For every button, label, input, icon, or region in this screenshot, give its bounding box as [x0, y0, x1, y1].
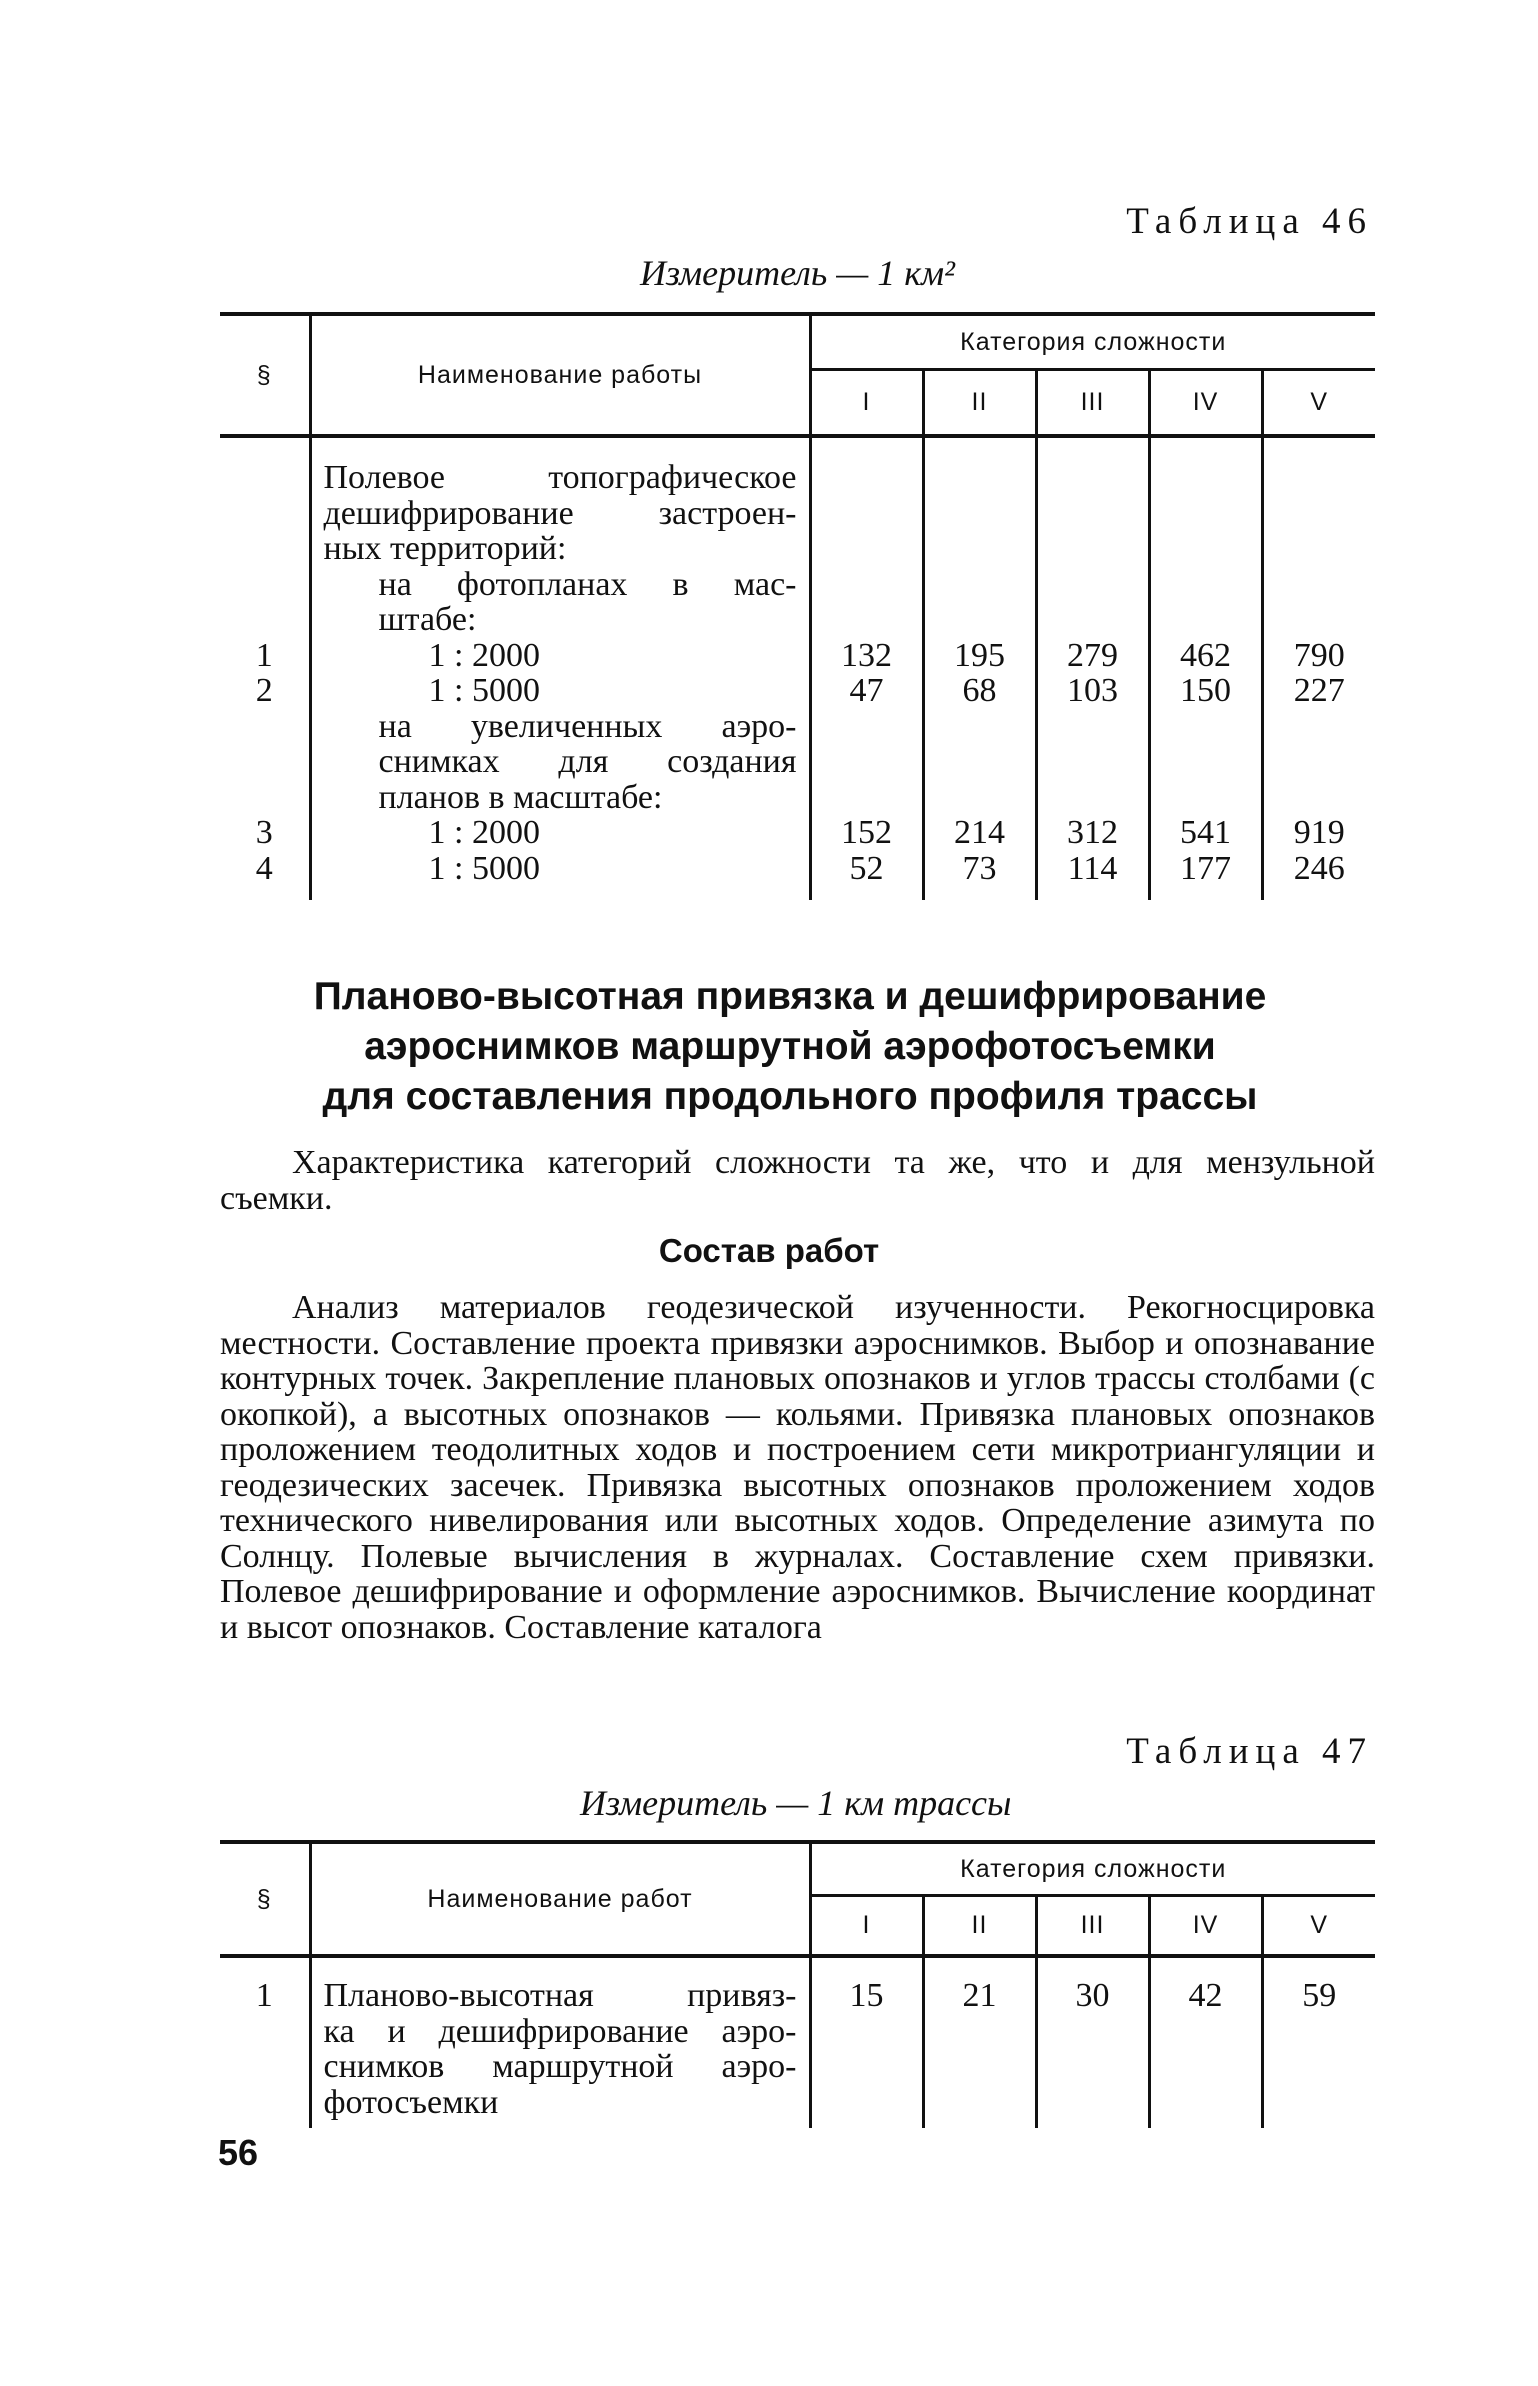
row-value-category-2: [923, 815, 1036, 851]
row-value-category-3: [1036, 638, 1149, 674]
row-value-category-3: [1036, 815, 1149, 851]
row-work-name: [310, 673, 810, 709]
row-value-category-5: [1262, 709, 1375, 816]
row-work-name: [310, 1956, 810, 2128]
row-work-name: [310, 851, 810, 901]
row-value-category-4: [1149, 851, 1262, 901]
row-value-category-4: [1149, 436, 1262, 567]
cell-value: 15: [849, 1977, 884, 2014]
composition-heading: Состав работ: [658, 1232, 880, 1269]
table-row: [220, 436, 1375, 567]
table-46: [220, 312, 1375, 900]
table-47: [220, 1840, 1375, 2128]
section-title-line-3: для составления продольного профиля трассы: [322, 1075, 1258, 1118]
cell-value: 919: [1293, 814, 1345, 851]
table-46-measure: Измеритель — 1 км²: [640, 253, 955, 293]
work-name-line: снимков маршрутной аэро-: [323, 2048, 797, 2085]
cell-value: 177: [1180, 849, 1231, 887]
row-section-number: [220, 436, 310, 567]
work-name-line: ка и дешифрирование аэро-: [323, 2012, 797, 2050]
header-col-4: IV: [1149, 370, 1262, 436]
table-row: [220, 851, 1375, 901]
row-value-category-1: [810, 673, 923, 709]
row-value-category-3: [1036, 673, 1149, 709]
work-name-line: на увеличенных аэро-: [378, 707, 797, 745]
header-col-2: II: [923, 370, 1036, 436]
row-section-number: [220, 709, 310, 816]
row-work-name: [310, 815, 810, 851]
table-row: [220, 673, 1375, 709]
cell-value: 52: [849, 849, 884, 887]
cell-value: 47: [849, 672, 884, 709]
table-47-measure: Измеритель — 1 км трассы: [580, 1783, 1012, 1823]
composition-paragraph: [220, 1290, 1375, 1645]
work-name-line: штабе:: [378, 601, 477, 638]
cell-value: 68: [962, 672, 997, 709]
row-value-category-1: [810, 815, 923, 851]
cell-value: 114: [1067, 849, 1118, 887]
header-col-3: III: [1036, 370, 1149, 436]
row-value-category-3: [1036, 851, 1149, 901]
cell-value: 312: [1067, 814, 1118, 851]
section-title-line-1: Планово-высотная привязка и дешифрирование: [313, 975, 1267, 1018]
table-47-caption: Таблица 47: [1126, 1731, 1373, 1772]
row-value-category-1: [810, 851, 923, 901]
row-value-category-5: [1262, 673, 1375, 709]
cell-value: 103: [1067, 672, 1118, 709]
work-name-line: 1 : 2000: [428, 814, 540, 851]
row-value-category-2: [923, 436, 1036, 567]
row-value-category-4: [1149, 673, 1262, 709]
row-value-category-1: [810, 436, 923, 567]
row-value-category-4: [1149, 815, 1262, 851]
row-work-name: [310, 436, 810, 567]
row-value-category-2: [923, 1956, 1036, 2128]
row-value-category-2: [923, 709, 1036, 816]
row-value-category-4: [1149, 709, 1262, 816]
header-category: Категория сложности: [810, 314, 1375, 370]
composition-text: Анализ материалов геодезической изученности. Рекогносцировка местности. Составление проекта привязки аэроснимков. Выбор и опознавание контурных точек. Закрепление плановых опознаков и углов трассы столбами (с окопкой), а высотных опознаков — кольями. Привязка плановых опознаков проложением теодолитных ходов и построением сети микротриангуляции и геодезических засечек. Привязка высотных опознаков проложением ходов технического нивелирования или высотных ходов. Определение азимута по Солнцу. Полевые вычисления в журналах. Составление схем привязки. Полевое дешифрирование и оформление аэроснимков. Вычисление координат и высот опознаков. Составление каталога: [220, 1289, 1375, 1646]
cell-value: 462: [1180, 636, 1231, 674]
row-value-category-5: [1262, 436, 1375, 567]
row-section-number: 2: [255, 672, 273, 709]
table-row: [220, 815, 1375, 851]
header-col-1: I: [810, 1896, 923, 1956]
work-name-line: 1 : 5000: [428, 672, 540, 709]
row-value-category-2: [923, 567, 1036, 638]
table-row: [220, 567, 1375, 638]
row-value-category-5: [1262, 567, 1375, 638]
row-value-category-4: [1149, 638, 1262, 674]
cell-value: 152: [841, 814, 892, 851]
row-work-name: [310, 709, 810, 816]
row-section-number: 4: [255, 849, 273, 887]
row-value-category-5: [1262, 851, 1375, 901]
row-section-number: 3: [255, 814, 273, 851]
page-number: 56: [218, 2132, 259, 2173]
row-value-category-1: [810, 1956, 923, 2128]
header-section: §: [220, 1842, 310, 1956]
header-category: Категория сложности: [810, 1842, 1375, 1896]
cell-value: 195: [954, 636, 1005, 674]
row-value-category-5: [1262, 1956, 1375, 2128]
row-value-category-1: [810, 567, 923, 638]
table-46-caption: Таблица 46: [1126, 201, 1373, 242]
section-title: [250, 972, 1330, 1122]
table-row: [220, 638, 1375, 674]
work-name-line: на фотопланах в мас-: [378, 565, 797, 603]
row-value-category-3: [1036, 436, 1149, 567]
cell-value: 73: [962, 849, 997, 887]
row-value-category-4: [1149, 567, 1262, 638]
work-name-line: планов в масштабе:: [378, 778, 663, 816]
cell-value: 21: [962, 1977, 997, 2014]
work-name-line: снимках для создания: [378, 743, 797, 780]
section-title-line-2: аэроснимков маршрутной аэрофотосъемки: [364, 1025, 1216, 1068]
cell-value: 214: [954, 814, 1005, 851]
header-col-5: V: [1262, 370, 1375, 436]
work-name-line: 1 : 2000: [428, 636, 540, 674]
row-value-category-1: [810, 709, 923, 816]
work-name-line: Полевое топографическое: [323, 459, 797, 496]
header-col-2: II: [923, 1896, 1036, 1956]
row-value-category-3: [1036, 709, 1149, 816]
cell-value: 790: [1293, 636, 1345, 674]
row-value-category-3: [1036, 1956, 1149, 2128]
row-value-category-5: [1262, 815, 1375, 851]
row-value-category-5: [1262, 638, 1375, 674]
row-work-name: [310, 638, 810, 674]
table-row: [220, 1956, 1375, 2128]
cell-value: 42: [1188, 1977, 1223, 2014]
header-work-name: Наименование работ: [310, 1842, 810, 1956]
cell-value: 132: [841, 636, 892, 674]
work-name-line: фотосъемки: [323, 2083, 499, 2121]
row-value-category-4: [1149, 1956, 1262, 2128]
work-name-line: Планово-высотная привяз-: [323, 1977, 797, 2014]
row-work-name: [310, 567, 810, 638]
work-name-line: дешифрирование застроен-: [323, 494, 797, 532]
cell-value: 279: [1067, 636, 1118, 674]
cell-value: 541: [1180, 814, 1231, 851]
row-value-category-2: [923, 673, 1036, 709]
header-section: §: [220, 314, 310, 436]
row-value-category-2: [923, 851, 1036, 901]
cell-value: 246: [1293, 849, 1345, 887]
work-name-line: 1 : 5000: [428, 849, 540, 887]
cell-value: 227: [1293, 672, 1345, 709]
row-section-number: 1: [255, 1977, 273, 2014]
row-value-category-1: [810, 638, 923, 674]
row-section-number: [220, 567, 310, 638]
characteristic-text: Характеристика категорий сложности та же, что и для мензульной съемки.: [220, 1144, 1375, 1217]
header-col-4: IV: [1149, 1896, 1262, 1956]
header-col-5: V: [1262, 1896, 1375, 1956]
cell-value: 30: [1075, 1977, 1110, 2014]
header-work-name: Наименование работы: [310, 314, 810, 436]
cell-value: 150: [1180, 672, 1231, 709]
characteristic-paragraph: [220, 1145, 1375, 1216]
row-value-category-3: [1036, 567, 1149, 638]
table-row: [220, 709, 1375, 816]
header-col-3: III: [1036, 1896, 1149, 1956]
header-col-1: I: [810, 370, 923, 436]
work-name-line: ных территорий:: [323, 530, 567, 567]
row-section-number: 1: [255, 636, 273, 674]
row-value-category-2: [923, 638, 1036, 674]
cell-value: 59: [1302, 1977, 1337, 2014]
